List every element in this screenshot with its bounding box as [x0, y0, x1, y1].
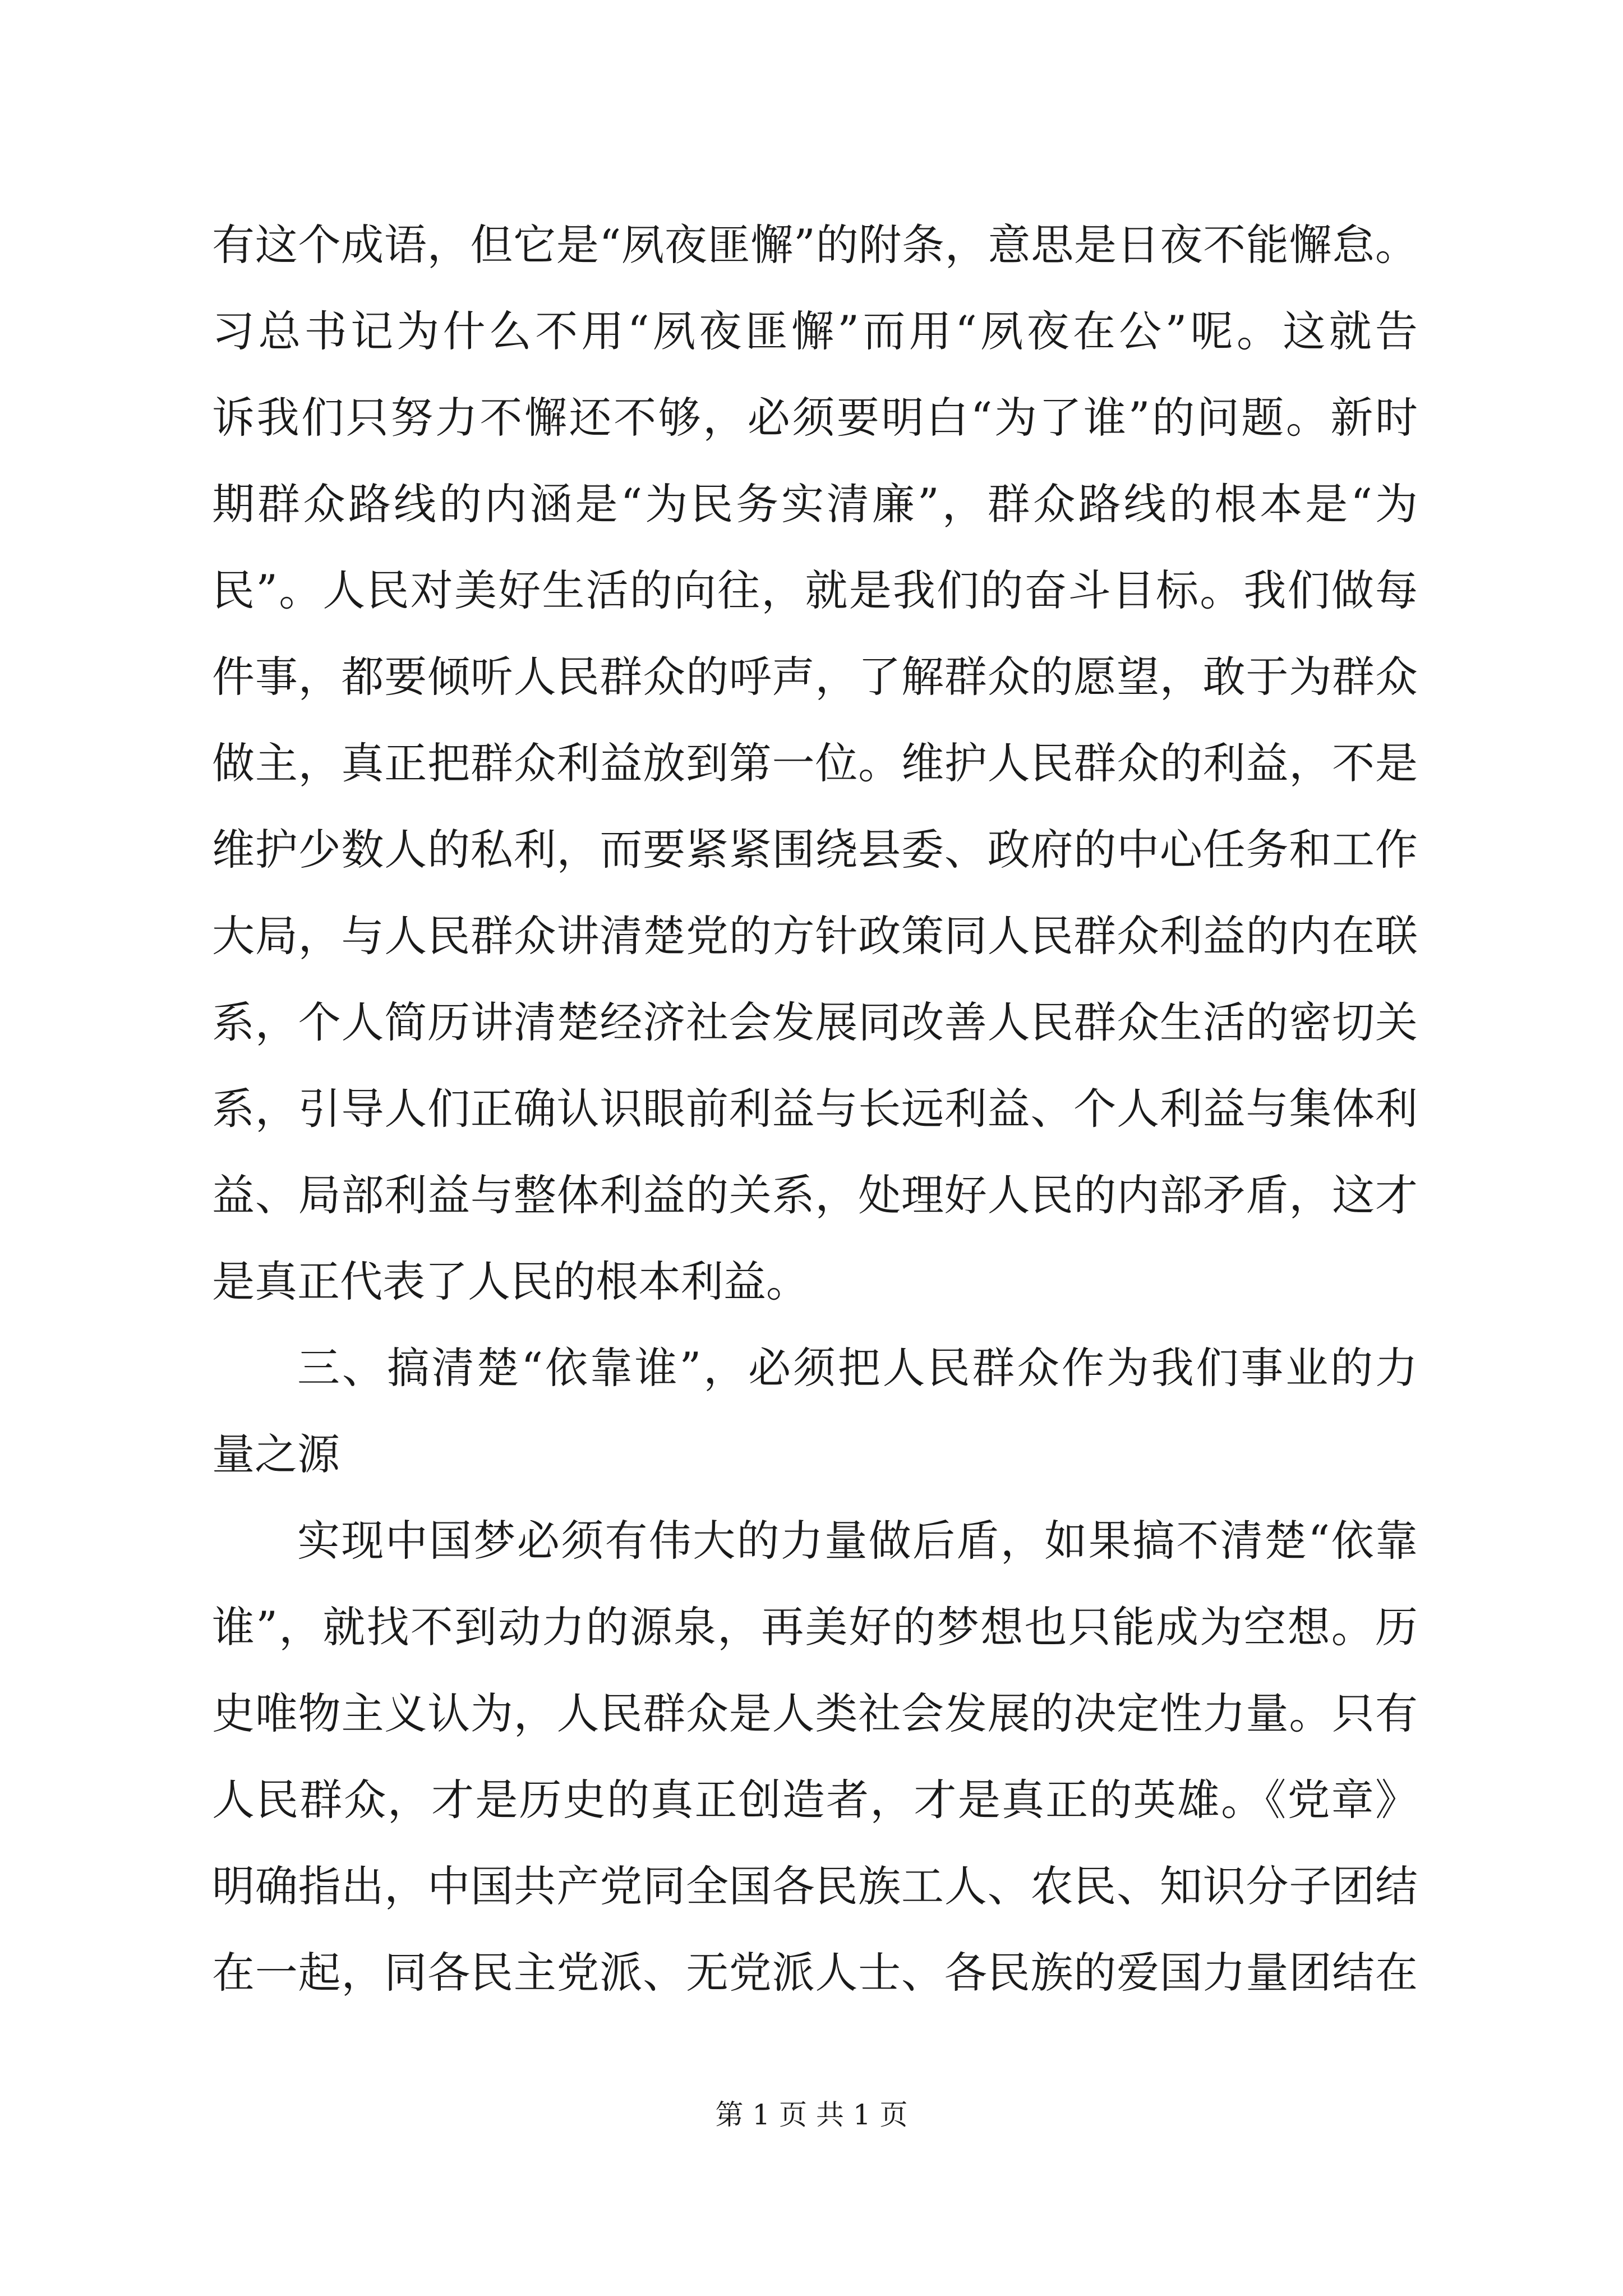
text-line: 做主，真正把群众利益放到第一位。维护人民群众的利益，不是: [212, 738, 1418, 788]
text-line: 谁”，就找不到动力的源泉，再美好的梦想也只能成为空想。历: [212, 1602, 1418, 1652]
text-line: 件事，都要倾听人民群众的呼声，了解群众的愿望，敢于为群众: [212, 652, 1418, 702]
text-line: 人民群众，才是历史的真正创造者，才是真正的英雄。《党章》: [212, 1775, 1418, 1825]
text-line: 是真正代表了人民的根本利益。: [212, 1257, 809, 1306]
text-line: 益、局部利益与整体利益的关系，处理好人民的内部矛盾，这才: [212, 1170, 1418, 1220]
text-line: 明确指出，中国共产党同全国各民族工人、农民、知识分子团结: [212, 1861, 1418, 1911]
text-line: 系，个人简历讲清楚经济社会发展同改善人民群众生活的密切关: [212, 997, 1418, 1047]
text-line: 量之源: [212, 1429, 340, 1479]
text-line: 民”。人民对美好生活的向往，就是我们的奋斗目标。我们做每: [212, 565, 1418, 615]
text-line: 期群众路线的内涵是“为民务实清廉”，群众路线的根本是“为: [212, 479, 1418, 529]
text-line: 习总书记为什么不用“夙夜匪懈”而用“夙夜在公”呢。这就告: [212, 306, 1418, 356]
text-line: 诉我们只努力不懈还不够，必须要明白“为了谁”的问题。新时: [212, 393, 1418, 443]
body-text: [212, 202, 1418, 2016]
text-line: 史唯物主义认为，人民群众是人类社会发展的决定性力量。只有: [212, 1688, 1418, 1738]
text-line: 系，引导人们正确认识眼前利益与长远利益、个人利益与集体利: [212, 1084, 1418, 1134]
text-line: 维护少数人的私利，而要紧紧围绕县委、政府的中心任务和工作: [212, 825, 1418, 875]
text-line: 大局，与人民群众讲清楚党的方针政策同人民群众利益的内在联: [212, 911, 1418, 961]
text-line: 实现中国梦必须有伟大的力量做后盾，如果搞不清楚“依靠: [297, 1516, 1418, 1566]
page-footer: 第 1 页 共 1 页: [715, 2099, 908, 2131]
text-line: 三、搞清楚“依靠谁”，必须把人民群众作为我们事业的力: [297, 1343, 1418, 1393]
text-line: 在一起，同各民主党派、无党派人士、各民族的爱国力量团结在: [212, 1948, 1418, 1998]
text-line: 有这个成语，但它是“夙夜匪懈”的附条，意思是日夜不能懈怠。: [212, 220, 1418, 270]
